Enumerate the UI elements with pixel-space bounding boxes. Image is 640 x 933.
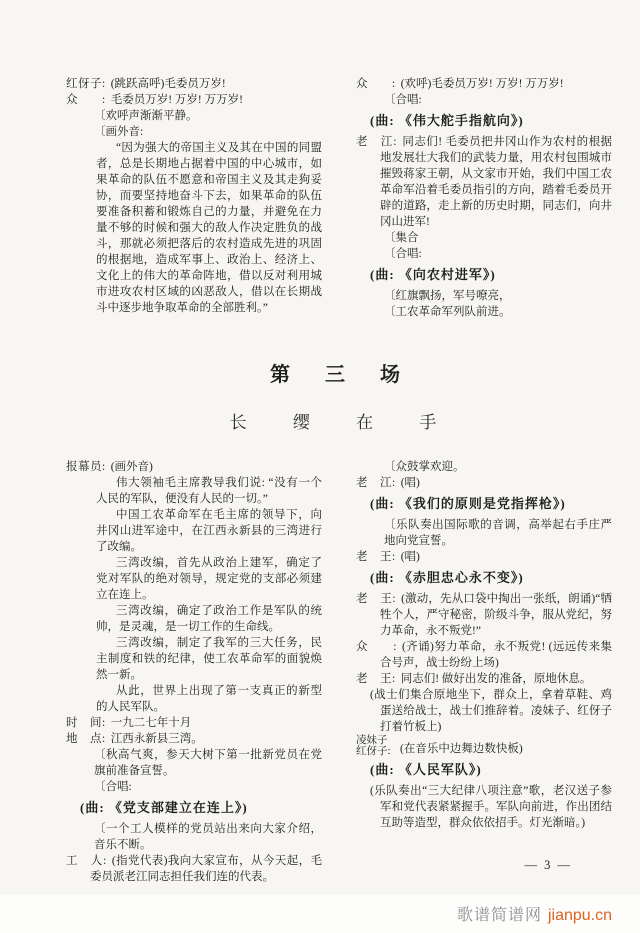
speaker-name: 众 :: [356, 78, 396, 90]
narration-paragraph: 从此，世界上出现了第一支真正的新型的人民军队。: [96, 685, 322, 713]
stage-direction: (战士们集合原地坐下，群众上，拿着草鞋、鸡蛋送给战士，战士们推辞着。凌妹子、红伢子打着竹板上): [370, 689, 612, 733]
stage-direction: 〔乐队奏出国际歌的音调，高举起右手庄严地向党宣誓。: [384, 519, 612, 547]
stage-direction: 〔合唱:: [384, 94, 422, 106]
place-value: 江西永新县三湾。: [110, 733, 203, 745]
time-value: 一九二七年十月: [110, 717, 192, 729]
speaker-name: 老 江:: [356, 136, 397, 148]
stage-direction: 〔工农革命军列队前进。: [384, 306, 511, 318]
stage-direction: 〔红旗飘扬，军号嘹亮，: [384, 290, 511, 302]
speaker-line: [356, 639, 612, 671]
dialogue-text: (激动，先从口袋中掏出一张纸，朗诵)“牺牲个人，严守秘密，阶级斗争，服从党纪，努力革命，永不叛党!”: [380, 593, 613, 637]
narration-paragraph: 中国工农革命军在毛主席的领导下，向井冈山进军途中，在江西永新县的三湾进行了改编。: [96, 509, 322, 553]
stage-direction: 〔合唱:: [384, 248, 422, 260]
speaker-name: 工 人:: [66, 855, 107, 867]
dialogue-text: (欢呼)毛委员万岁! 万岁! 万万岁!: [400, 78, 564, 90]
dialogue-text: 同志们! 做好出发的准备，原地休息。: [400, 673, 592, 685]
narration-paragraph: 三湾改编，制定了我军的三大任务，民主制度和铁的纪律，使工农革命军的面貌焕然一新。: [96, 637, 322, 681]
song-title: (曲: 《赤胆忠心永不变》): [370, 570, 524, 585]
dialogue-text: 毛委员万岁! 万岁! 万万岁!: [110, 94, 243, 106]
speaker-line: [66, 459, 322, 475]
speaker-name: 红伢子:: [66, 78, 106, 90]
dialogue-text: 同志们! 毛委员把井冈山作为农村的根据地发展壮大我们的武装力量，用农村包围城市摧毁蒋家王朝，从文家市开始，我们中国工农革命军沿着毛委员指引的方向，踏着毛委员开辟的道路，走上新的历史时期，同志们，向井冈山进军!: [380, 136, 612, 228]
narration-paragraph: 三湾改编，确定了政治工作是军队的统帅，是灵魂，是一切工作的生命线。: [96, 605, 322, 633]
page-number: — 3 —: [524, 858, 572, 872]
speaker-line: [356, 671, 612, 687]
speaker-name: 老 王:: [356, 551, 396, 563]
speaker-line: [66, 92, 322, 108]
stage-direction: 〔秋高气爽，参天大树下第一批新党员在党旗前准备宣誓。: [94, 749, 322, 777]
song-title: (曲: 《我们的原则是党指挥枪》): [370, 496, 566, 511]
place-line: [66, 731, 322, 747]
time-line: [66, 715, 322, 731]
main-right-column: [356, 459, 612, 885]
speaker-name: 众 :: [356, 641, 397, 653]
watermark-strip: [0, 893, 640, 933]
top-section: [66, 76, 612, 320]
top-left-column: [66, 76, 322, 320]
song-title: (曲: 《向农村进军》): [370, 267, 496, 282]
dialogue-text: (唱): [400, 477, 420, 489]
top-right-column: [356, 76, 612, 320]
song-title: (曲: 《伟大舵手指航向》): [370, 113, 524, 128]
main-section: [66, 459, 612, 885]
scene-heading: [66, 358, 612, 433]
speaker-name: 报幕员:: [66, 461, 106, 473]
stage-direction: 〔一个工人模样的党员站出来向大家介绍，音乐不断。: [94, 823, 322, 851]
watermark-site-url: jianpu.cn: [547, 907, 612, 924]
song-title: (曲: 《党支部建立在连上》): [80, 800, 248, 815]
narration-paragraph: 三湾改编，首先从政治上建军，确定了党对军队的绝对领导，规定党的支部必须建立在连上。: [96, 557, 322, 601]
speaker-name: 老 江:: [356, 477, 396, 489]
stage-direction: 〔集合: [384, 232, 419, 244]
speaker-name: 红伢子:: [356, 746, 391, 757]
dialogue-text: (画外音): [110, 461, 153, 473]
dialogue-text: (在音乐中边舞边数快板): [400, 743, 523, 755]
watermark-site-name: 歌谱简谱网: [456, 907, 542, 924]
stage-direction: 〔欢呼声渐渐平静。: [94, 110, 198, 122]
speaker-name: 老 王:: [356, 593, 397, 605]
dialogue-text: (齐诵)努力革命，永不叛党! (远远传来集合号声，战士纷纷上场): [380, 641, 612, 669]
scene-name-title: 长 缨 在 手: [229, 413, 449, 432]
stage-direction: 〔画外音:: [94, 126, 144, 138]
speaker-line: [356, 76, 612, 92]
scene-number-title: 第 三 场: [270, 364, 408, 386]
speaker-line: [356, 475, 612, 491]
quoted-paragraph: “因为强大的帝国主义及其在中国的同盟者，总是长期地占据着中国的中心城市，如果革命的队伍不愿意和帝国主义及其走狗妥协，而要坚持地奋斗下去，如果革命的队伍要准备积蓄和锻炼自己的力量，并避免在力量不够的时候和强大的敌人作决定胜负的战斗，那就必须把落后的农村造成先进的巩固的根据地，造成军事上、政治上、经济上、文化上的伟大的革命阵地，借以反对利用城市进攻农村区域的凶恶敌人，借以在长期战斗中逐步地争取革命的全部胜利。”: [96, 142, 322, 314]
place-label: 地 点:: [66, 733, 106, 745]
narration-paragraph: 伟大领袖毛主席教导我们说: “没有一个人民的军队，便没有人民的一切。”: [96, 477, 322, 505]
speaker-line: [66, 853, 322, 885]
dual-speaker-line: [356, 735, 612, 757]
time-label: 时 间:: [66, 717, 106, 729]
dialogue-text: (指党代表)我向大家宣布，从今天起，毛委员派老江同志担任我们连的代表。: [90, 855, 322, 883]
speaker-line: [356, 134, 612, 230]
stage-direction: 〔合唱:: [94, 781, 132, 793]
speaker-line: [66, 76, 322, 92]
speaker-name: 凌妹子: [356, 735, 388, 746]
stage-direction: (乐队奏出“三大纪律八项注意”歌，老汉送子参军和党代表紧紧握手。军队向前进，作出团结互助等造型，群众依依招手。灯光渐暗。): [370, 785, 612, 829]
main-left-column: [66, 459, 322, 885]
dual-speaker-names: [356, 735, 400, 757]
stage-direction: 〔众鼓掌欢迎。: [384, 461, 465, 473]
speaker-line: [356, 591, 612, 639]
dialogue-text: (唱): [400, 551, 420, 563]
dialogue-text: (跳跃高呼)毛委员万岁!: [110, 78, 226, 90]
speaker-name: 众 :: [66, 94, 106, 106]
speaker-line: [356, 549, 612, 565]
song-title: (曲: 《人民军队》): [370, 762, 482, 777]
speaker-name: 老 王:: [356, 673, 396, 685]
